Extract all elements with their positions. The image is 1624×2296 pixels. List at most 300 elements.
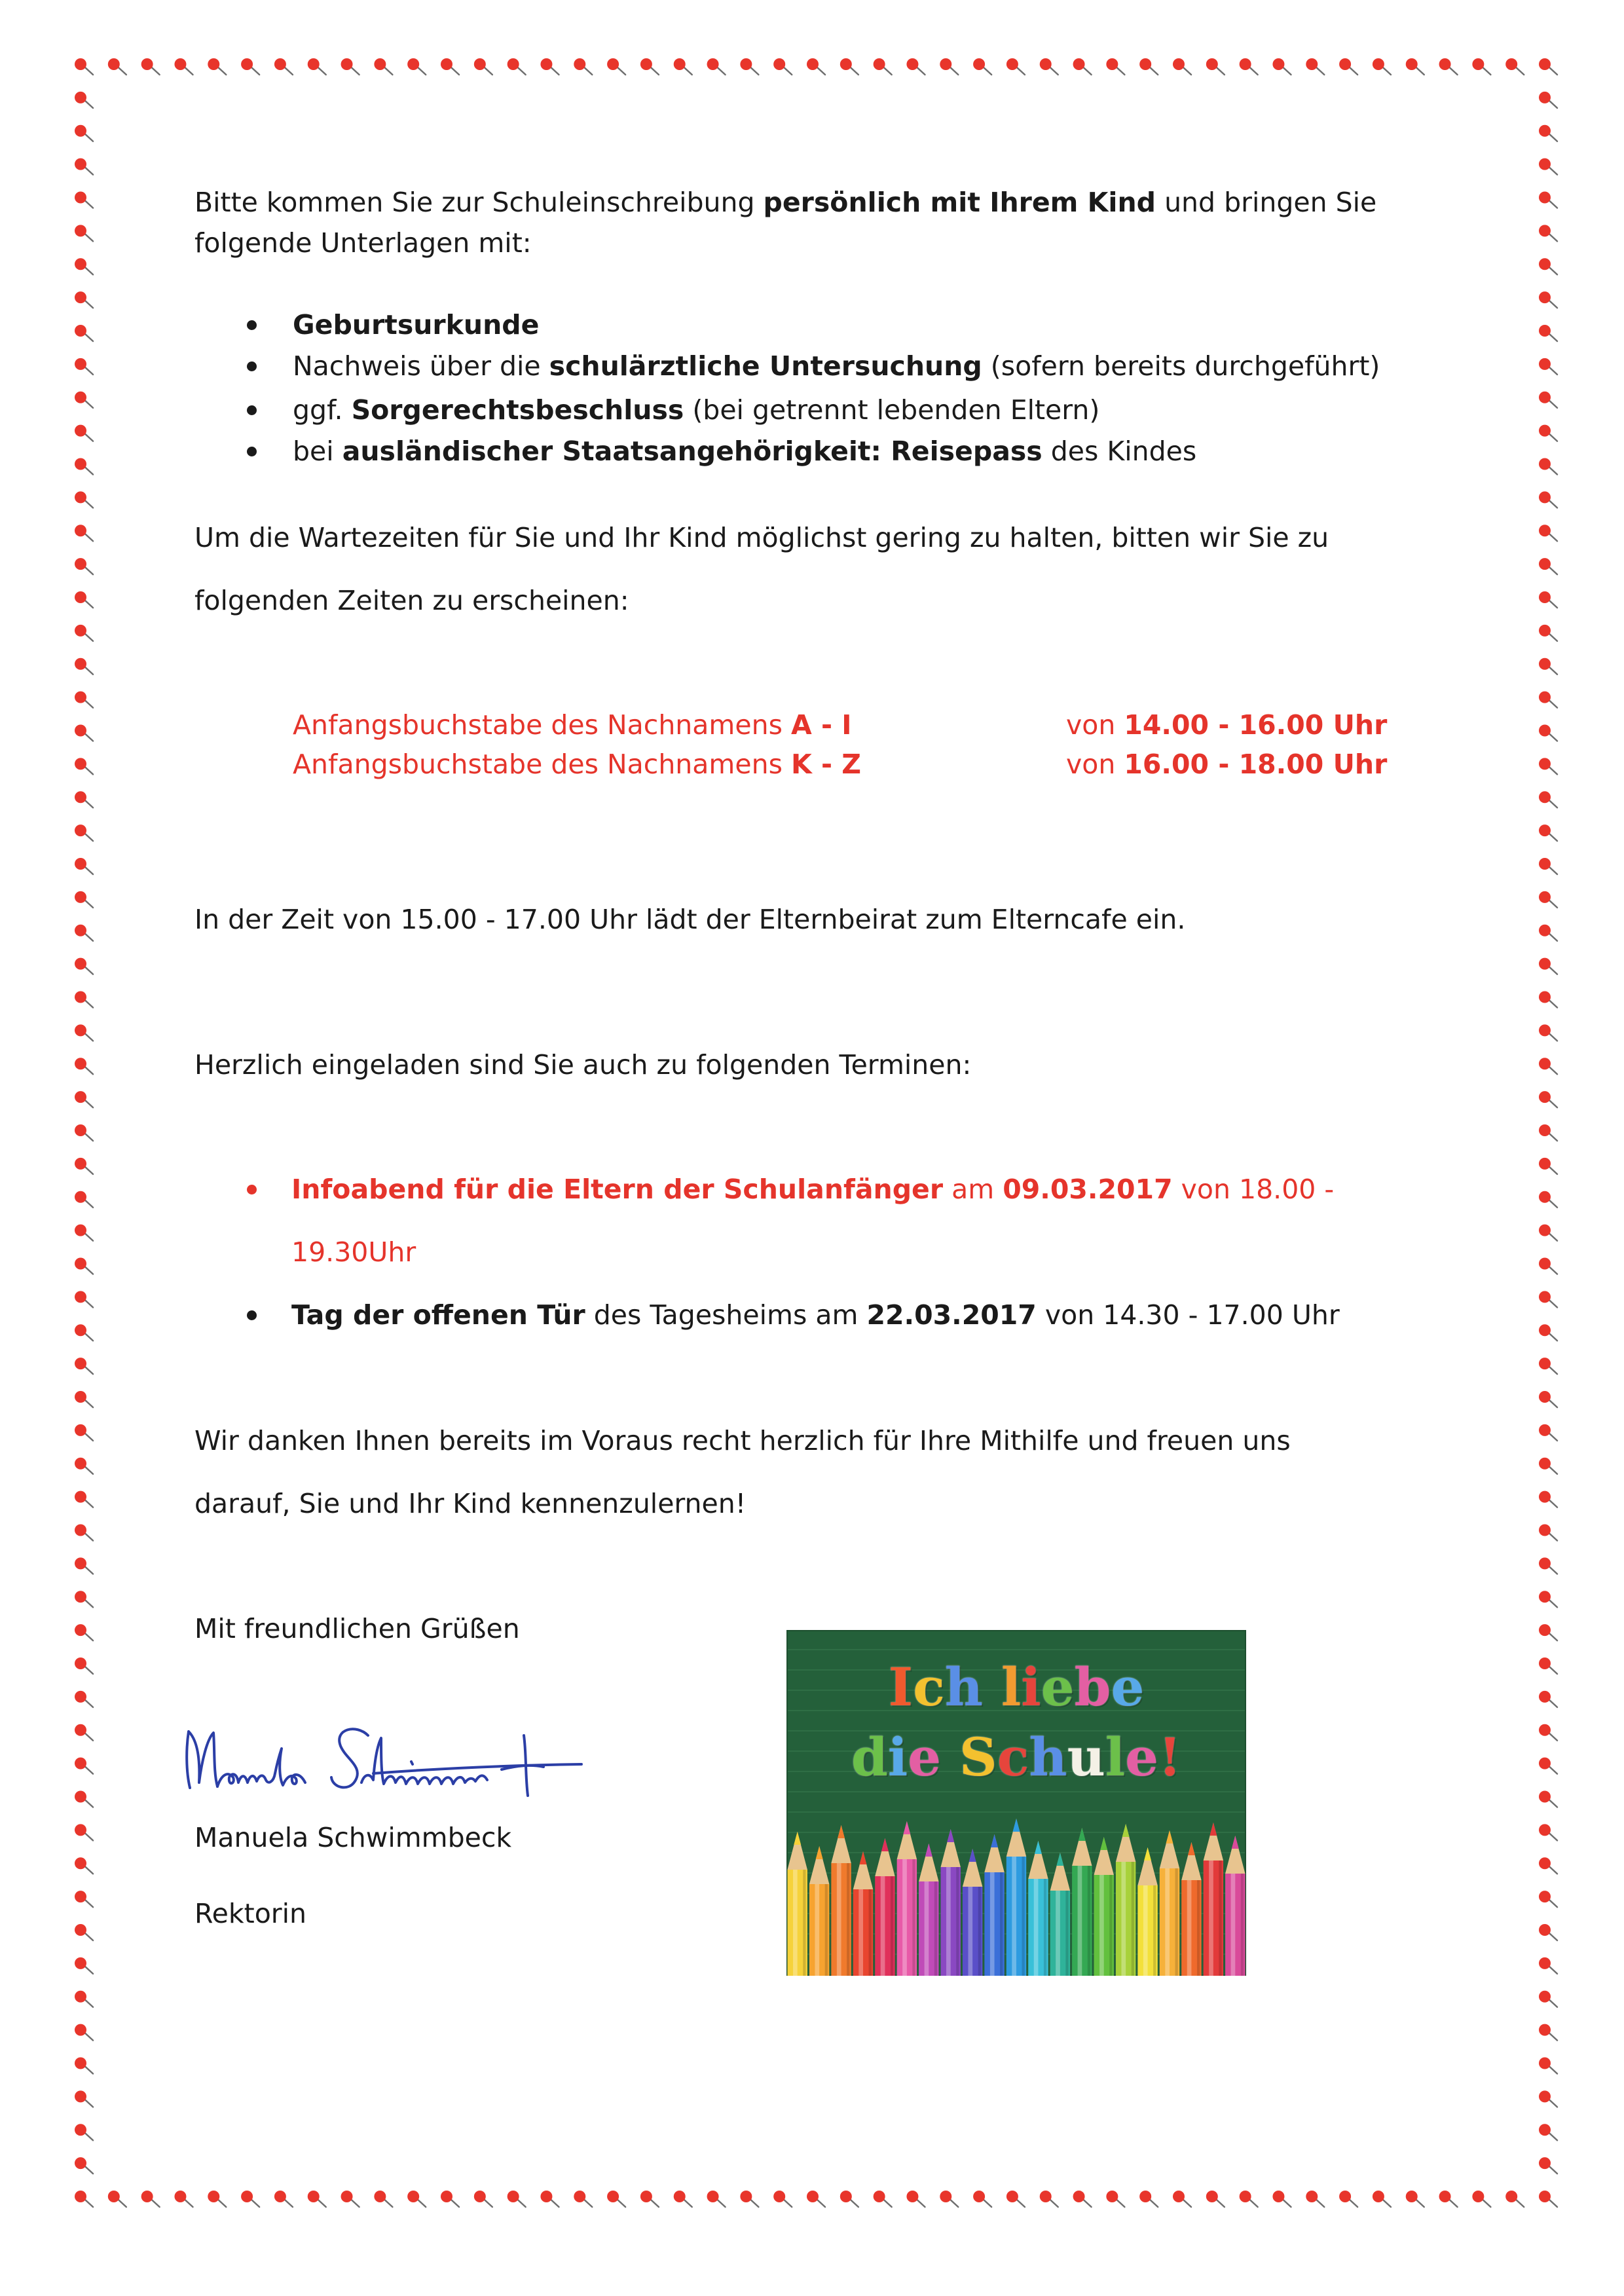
border-dot [1539, 1624, 1557, 1640]
border-dot-circle [1539, 1657, 1551, 1669]
border-dot-stroke [85, 2133, 93, 2140]
border-dot-stroke [1250, 67, 1258, 75]
pencil-shade [803, 1870, 805, 1976]
border-dot-circle [75, 1525, 86, 1536]
border-dot-circle [1539, 1824, 1551, 1836]
border-dot-circle [75, 1657, 86, 1669]
border-dot-circle [1505, 58, 1517, 70]
pencil [1116, 1824, 1135, 1976]
border-dot [1406, 2191, 1424, 2207]
signature-strokes [187, 1729, 581, 1796]
border-dot [1006, 2191, 1025, 2207]
border-dot-circle [1539, 925, 1551, 936]
border-dot [1539, 2090, 1557, 2107]
border-dot-circle [75, 2024, 86, 2036]
border-dot-stroke [85, 1434, 93, 1441]
border-dot [807, 58, 825, 75]
border-dot-circle [474, 2191, 486, 2202]
border-dot-stroke [1549, 634, 1557, 641]
border-dot-stroke [85, 101, 93, 108]
border-dot-circle [75, 2124, 86, 2136]
border-dot [1539, 291, 1557, 308]
border-dot-stroke [1549, 1300, 1557, 1307]
border-dot-circle [1539, 1691, 1551, 1703]
border-dot-stroke [1150, 67, 1158, 75]
border-dot [707, 2191, 726, 2207]
border-dot-circle [674, 2191, 686, 2202]
border-dot [174, 2191, 193, 2207]
border-dot-stroke [85, 2000, 93, 2007]
border-dot-stroke [1183, 67, 1191, 75]
border-dot-stroke [1549, 1633, 1557, 1640]
chalk-letter: d [851, 1726, 888, 1788]
border-dot-circle [640, 58, 652, 70]
border-dot-stroke [1549, 834, 1557, 841]
chalk-letter: u [1067, 1726, 1105, 1788]
border-dot-stroke [85, 634, 93, 641]
chalk-letter [983, 1656, 1001, 1718]
border-dot-stroke [85, 534, 93, 541]
border-dot-stroke [218, 67, 226, 75]
chalk-letter: e [908, 1726, 942, 1788]
border-dot [1539, 1124, 1557, 1141]
border-dot-circle [1240, 2191, 1251, 2202]
border-dot [75, 1824, 93, 1840]
border-dot-circle [141, 58, 153, 70]
border-dot-circle [1539, 58, 1551, 70]
border-dot-circle [1539, 1024, 1551, 1036]
border-dot-circle [607, 2191, 619, 2202]
intro-emphasis: persönlich mit Ihrem Kind [763, 187, 1156, 218]
border-dot-circle [75, 1058, 86, 1069]
border-dot-circle [1539, 591, 1551, 603]
border-dot [740, 2191, 758, 2207]
border-dot-stroke [1416, 2200, 1424, 2207]
border-dot-circle [1539, 1957, 1551, 1969]
border-dot-circle [1206, 2191, 1218, 2202]
border-dot [75, 125, 93, 141]
border-dot-stroke [1549, 234, 1557, 241]
chalk-letter: e [1125, 1726, 1159, 1788]
border-dot-stroke [1549, 1067, 1557, 1074]
list-item [293, 394, 1099, 426]
border-dot [75, 1624, 93, 1640]
border-dot-stroke [1549, 1534, 1557, 1541]
pencil-lead [1013, 1819, 1020, 1832]
border-dot-circle [374, 2191, 386, 2202]
border-dot-stroke [85, 1400, 93, 1407]
border-dot-stroke [85, 267, 93, 274]
border-dot-stroke [1516, 2200, 1524, 2207]
border-dot-stroke [251, 67, 259, 75]
border-dot [906, 2191, 925, 2207]
border-dot-circle [1539, 758, 1551, 769]
border-dot-circle [75, 1091, 86, 1103]
pencil [1181, 1842, 1201, 1976]
schedule-time [1066, 709, 1387, 741]
border-dot-circle [241, 58, 253, 70]
border-dot [75, 1791, 93, 1807]
border-dot-circle [1539, 1124, 1551, 1136]
border-dot-stroke [1549, 1267, 1557, 1274]
pencil [963, 1849, 982, 1976]
border-dot-circle [75, 758, 86, 769]
pencil-shade [891, 1876, 893, 1976]
border-dot-stroke [1549, 1500, 1557, 1508]
pencil-highlight [1187, 1880, 1192, 1976]
border-dot [1272, 2191, 1291, 2207]
border-dot-stroke [85, 1733, 93, 1741]
border-dot-circle [75, 92, 86, 103]
border-dot [1539, 2058, 1557, 2074]
border-dot-circle [874, 58, 885, 70]
border-dot [507, 58, 526, 75]
border-dot-stroke [1549, 1200, 1557, 1208]
border-dot-circle [540, 2191, 552, 2202]
border-dot-stroke [119, 67, 126, 75]
border-dot-stroke [784, 67, 792, 75]
schedule-label-text: Anfangsbuchstabe des Nachnamens [293, 709, 791, 741]
event-text: am [943, 1174, 1003, 1205]
border-dot [75, 1724, 93, 1741]
border-dot-stroke [152, 2200, 160, 2207]
border-dot-circle [75, 991, 86, 1003]
border-dot [441, 58, 459, 75]
border-dot-stroke [85, 767, 93, 774]
pencil-lead [838, 1825, 845, 1838]
border-dot-stroke [85, 1633, 93, 1640]
border-dot [141, 58, 160, 75]
border-dot-circle [75, 2191, 86, 2202]
border-dot-circle [75, 692, 86, 703]
border-dot [1240, 2191, 1258, 2207]
event-title: Infoabend für die Eltern der Schulanfänger [291, 1174, 944, 1205]
border-dot-stroke [418, 67, 426, 75]
border-dot-stroke [85, 2166, 93, 2174]
border-dot-circle [1539, 1591, 1551, 1602]
border-dot [75, 425, 93, 441]
border-dot-circle [1073, 58, 1085, 70]
border-dot-stroke [1549, 367, 1557, 375]
border-dot-stroke [1217, 2200, 1225, 2207]
pencil-lead [1122, 1824, 1130, 1837]
border-dot-stroke [85, 667, 93, 675]
border-dot [1539, 791, 1557, 807]
border-dot-stroke [85, 1700, 93, 1707]
border-dot-stroke [318, 2200, 326, 2207]
border-dot-stroke [85, 67, 93, 75]
border-dot [1539, 625, 1557, 641]
border-dot-circle [441, 58, 452, 70]
border-dot [75, 2090, 93, 2107]
border-dot-stroke [85, 867, 93, 874]
pencil-highlight [858, 1889, 863, 1976]
border-dot-circle [840, 58, 852, 70]
border-dot [1539, 192, 1557, 208]
event-item [291, 1173, 1334, 1206]
border-dot-stroke [1316, 2200, 1324, 2207]
border-dot [75, 1324, 93, 1341]
border-dot-stroke [285, 2200, 293, 2207]
border-dot-circle [574, 58, 585, 70]
border-dot-circle [75, 192, 86, 204]
border-dot-circle [441, 2191, 452, 2202]
border-dot-stroke [85, 1100, 93, 1107]
border-dot [1439, 2191, 1458, 2207]
border-dot-stroke [1549, 534, 1557, 541]
border-dot [1539, 1991, 1557, 2007]
border-dot-stroke [1549, 1001, 1557, 1008]
border-dot-circle [75, 1758, 86, 1769]
border-dot [1539, 1857, 1557, 1874]
pencil-shade [978, 1887, 981, 1976]
border-dot-circle [75, 1957, 86, 1969]
border-dot [840, 58, 858, 75]
pencil-shade [1153, 1885, 1156, 1976]
border-dot [75, 1957, 93, 1974]
border-dot-stroke [1549, 667, 1557, 675]
border-dot [773, 2191, 792, 2207]
pencil-shade [1044, 1879, 1046, 1976]
border-dot-circle [1539, 2191, 1551, 2202]
border-dot-stroke [1549, 101, 1557, 108]
border-dot-stroke [1150, 2200, 1158, 2207]
border-dot-circle [574, 2191, 585, 2202]
list-item-bold: Sorgerechtsbeschluss [351, 394, 684, 426]
border-dot-circle [75, 525, 86, 536]
border-dot [1539, 525, 1557, 541]
pencil-lead [925, 1843, 932, 1857]
border-dot-stroke [1549, 401, 1557, 408]
border-dot-stroke [1549, 1333, 1557, 1341]
border-dot-circle [75, 791, 86, 803]
border-dot [1539, 1458, 1557, 1474]
border-dot-circle [640, 2191, 652, 2202]
border-dot-circle [1006, 2191, 1018, 2202]
list-item [293, 350, 1380, 382]
border-dot-circle [1306, 58, 1318, 70]
border-dot-stroke [1549, 2067, 1557, 2074]
bullet-icon [247, 361, 257, 371]
pencil-shade [1241, 1874, 1244, 1976]
border-dot-circle [241, 2191, 253, 2202]
chalk-letter: h [944, 1656, 983, 1718]
border-dot-circle [75, 125, 86, 137]
pencil-lead [1166, 1830, 1173, 1843]
border-dot [1539, 2157, 1557, 2174]
pencil-lead [1100, 1837, 1107, 1850]
border-dot-stroke [85, 2033, 93, 2041]
schedule-label [293, 748, 861, 781]
border-dot-stroke [85, 1467, 93, 1474]
border-dot-circle [75, 1158, 86, 1170]
border-dot-stroke [85, 1534, 93, 1541]
border-dot [75, 291, 93, 308]
border-dot [1539, 1758, 1557, 1774]
border-dot-circle [75, 1291, 86, 1303]
border-dot [75, 2191, 93, 2207]
border-dot-circle [1006, 58, 1018, 70]
border-dot-circle [75, 1225, 86, 1236]
border-dot-stroke [551, 67, 559, 75]
border-dot-stroke [85, 701, 93, 708]
schedule-time-value: 14.00 - 16.00 Uhr [1124, 709, 1388, 741]
border-dot-circle [1505, 2191, 1517, 2202]
pencil-highlight [1165, 1868, 1170, 1976]
border-dot [308, 2191, 326, 2207]
pencil-lead [991, 1834, 998, 1847]
border-dot-stroke [384, 67, 392, 75]
border-dot [75, 392, 93, 408]
border-dot-stroke [784, 2200, 792, 2207]
border-dot-stroke [618, 67, 625, 75]
border-dot-circle [1539, 1557, 1551, 1569]
border-dot [773, 58, 792, 75]
border-dot-circle [1539, 1758, 1551, 1769]
schedule-time-prefix: von [1066, 709, 1124, 741]
border-dot-circle [540, 58, 552, 70]
border-dot-circle [75, 425, 86, 437]
pencil-highlight [1209, 1861, 1213, 1976]
border-dot [75, 58, 93, 75]
pencil [919, 1843, 938, 1976]
border-dot-stroke [85, 1866, 93, 1874]
border-dot [540, 2191, 559, 2207]
border-dot-circle [740, 58, 752, 70]
border-dot-stroke [1549, 1800, 1557, 1807]
border-dot [1539, 692, 1557, 708]
border-dot-stroke [85, 1767, 93, 1774]
border-dot [75, 991, 93, 1008]
border-dot-circle [1539, 491, 1551, 503]
event-time: von 18.00 - [1172, 1174, 1335, 1205]
list-item-text: bei [293, 435, 342, 467]
border-dot-stroke [1516, 67, 1524, 75]
border-dot-stroke [1549, 1467, 1557, 1474]
border-dot [1539, 858, 1557, 874]
border-dot-stroke [85, 1933, 93, 1940]
border-dot [1539, 1824, 1557, 1840]
border-dot-circle [1106, 58, 1118, 70]
border-dot-circle [1539, 1258, 1551, 1270]
pencil-shade [1132, 1862, 1134, 1976]
intro-text: Bitte kommen Sie zur Schuleinschreibung [194, 187, 764, 218]
border-dot-circle [973, 2191, 985, 2202]
border-dot-circle [75, 1191, 86, 1203]
border-dot-stroke [1549, 1900, 1557, 1907]
border-dot-stroke [451, 2200, 459, 2207]
list-item-bold: schulärztliche Untersuchung [549, 350, 982, 382]
border-dot-circle [1539, 1491, 1551, 1503]
border-dot-stroke [1549, 2133, 1557, 2140]
border-dot [1539, 1158, 1557, 1174]
border-dot-circle [1539, 1291, 1551, 1303]
border-dot-stroke [1549, 1434, 1557, 1441]
border-dot-stroke [85, 134, 93, 141]
border-dot [75, 891, 93, 908]
border-dot-circle [1539, 125, 1551, 137]
border-dot-circle [341, 58, 353, 70]
pencil-highlight [1121, 1862, 1126, 1976]
border-dot [75, 2024, 93, 2041]
border-dot-stroke [85, 168, 93, 175]
border-dot-stroke [618, 2200, 625, 2207]
pencil-highlight [946, 1867, 951, 1976]
pencil-shade [912, 1859, 915, 1976]
pencil-highlight [1034, 1879, 1039, 1976]
border-dot-stroke [1549, 500, 1557, 508]
border-dot-circle [607, 58, 619, 70]
pencil [788, 1832, 807, 1976]
border-dot-circle [874, 2191, 885, 2202]
border-dot [1472, 58, 1490, 75]
border-dot-stroke [1549, 2100, 1557, 2107]
border-dot-stroke [1549, 1967, 1557, 1974]
schedule-time-value: 16.00 - 18.00 Uhr [1124, 749, 1388, 780]
pencil-highlight [925, 1881, 929, 1976]
chalk-letter: b [1074, 1656, 1111, 1718]
border-dot [973, 2191, 991, 2207]
border-dot [1073, 58, 1092, 75]
border-dot-circle [75, 1024, 86, 1036]
border-dot-circle [75, 2090, 86, 2102]
border-dot-circle [75, 1791, 86, 1803]
border-dot [1539, 58, 1557, 75]
border-dot [474, 2191, 492, 2207]
border-dot-circle [906, 2191, 918, 2202]
border-dot [1539, 1291, 1557, 1307]
thanks-line-2: darauf, Sie und Ihr Kind kennenzulernen! [194, 1488, 747, 1519]
border-dot [1539, 758, 1557, 774]
border-dot-stroke [1549, 267, 1557, 274]
border-dot [441, 2191, 459, 2207]
border-dot-stroke [85, 1566, 93, 1574]
border-dot [274, 58, 293, 75]
border-dot-circle [308, 58, 320, 70]
border-dot-circle [1539, 1525, 1551, 1536]
border-dot-stroke [85, 334, 93, 341]
border-dot-circle [674, 58, 686, 70]
pencil-shade [1088, 1866, 1090, 1976]
border-dot-stroke [85, 234, 93, 241]
border-dot [174, 58, 193, 75]
border-dot-stroke [1283, 2200, 1291, 2207]
border-dot-stroke [1549, 134, 1557, 141]
border-dot-circle [940, 2191, 951, 2202]
schedule-label [293, 709, 852, 741]
pencil-lead [1035, 1841, 1042, 1854]
border-dot [341, 58, 360, 75]
border-dot-circle [940, 58, 951, 70]
border-dot-stroke [1084, 2200, 1092, 2207]
border-dot-stroke [485, 67, 492, 75]
border-dot [75, 225, 93, 241]
border-dot-circle [75, 1857, 86, 1869]
border-dot-stroke [1549, 2166, 1557, 2174]
border-dot-circle [274, 58, 286, 70]
border-dot [75, 1691, 93, 1707]
border-dot [1306, 58, 1324, 75]
border-dot-stroke [185, 67, 193, 75]
border-dot-stroke [1416, 67, 1424, 75]
pencil-highlight [990, 1872, 995, 1976]
border-dot-stroke [1549, 468, 1557, 475]
border-dot [874, 2191, 892, 2207]
pencil [853, 1851, 873, 1976]
border-dot [1539, 325, 1557, 341]
schedule-label-text: Anfangsbuchstabe des Nachnamens [293, 749, 791, 780]
border-dot [1539, 1591, 1557, 1607]
